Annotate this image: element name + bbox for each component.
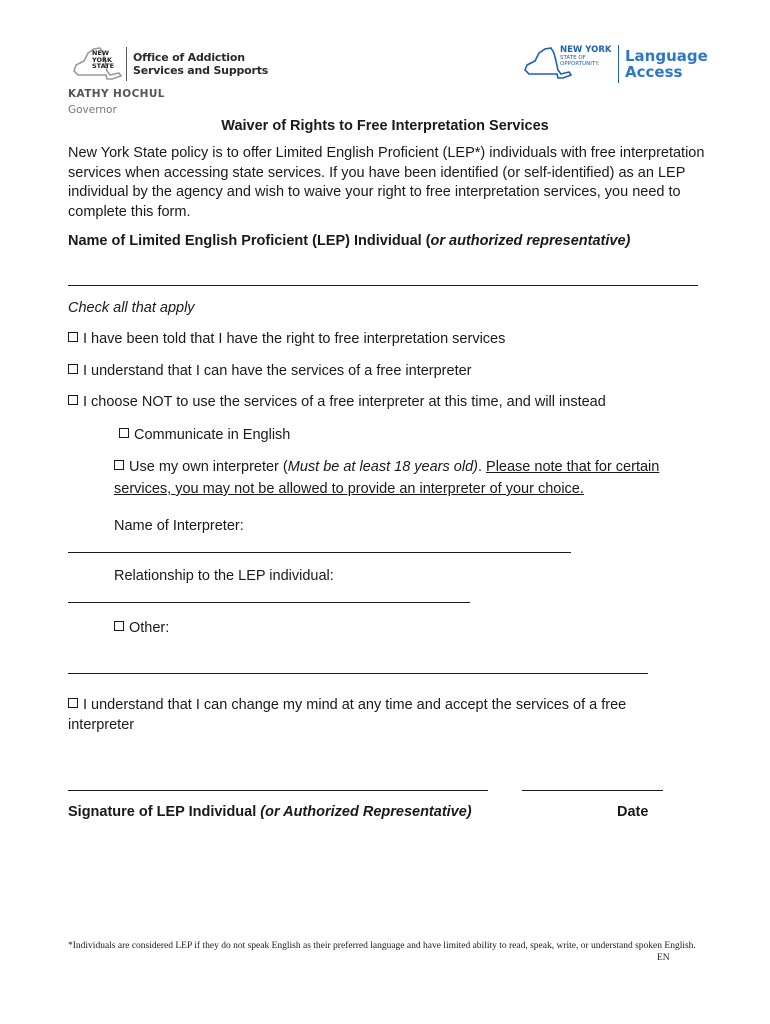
own-interpreter-label: Use my own interpreter ( xyxy=(129,459,288,475)
logo-divider xyxy=(126,47,127,81)
relationship-field[interactable] xyxy=(68,602,470,603)
option-understand-free-label: I understand that I can have the services of a free interpreter xyxy=(83,363,472,379)
option-choose-not-label: I choose NOT to use the services of a free interpreter at this time, and will instead xyxy=(83,394,606,410)
sub-option-other[interactable] xyxy=(114,619,169,638)
checkbox[interactable] xyxy=(114,460,124,470)
interpreter-name-label: Name of Interpreter: xyxy=(114,518,244,534)
option-understand-free[interactable] xyxy=(68,362,472,381)
signature-label-italic: (or Authorized Representative) xyxy=(260,804,472,820)
own-interpreter-note-line1: Please note that for certain xyxy=(486,459,660,475)
own-interpreter-note-line2: services, you may not be allowed to provide an interpreter of your choice. xyxy=(114,481,584,497)
checkbox[interactable] xyxy=(68,364,78,374)
interpreter-name-field[interactable] xyxy=(68,552,571,553)
checkbox[interactable] xyxy=(114,621,124,631)
lep-name-label-italic: or authorized representative) xyxy=(430,233,631,249)
checkbox[interactable] xyxy=(68,395,78,405)
intro-paragraph: New York State policy is to offer Limited English Proficient (LEP*) individuals with free interpretation services when accessing state services. If you have been identified (or self-identified) as an LEP individual by the agency and wish to waive your right to free interpretation services, you need to complete this form. xyxy=(68,145,705,220)
signature-field[interactable] xyxy=(68,790,488,791)
checkbox[interactable] xyxy=(68,332,78,342)
form-title: Waiver of Rights to Free Interpretation Services xyxy=(221,118,549,134)
lep-name-label xyxy=(68,232,630,251)
ny-opp-line3: OPPORTUNITY. xyxy=(560,61,600,67)
sub-option-english-label: Communicate in English xyxy=(134,427,291,443)
other-label: Other: xyxy=(129,620,170,636)
own-interpreter-period: . xyxy=(477,459,487,475)
relationship-label: Relationship to the LEP individual: xyxy=(114,568,334,584)
check-all-label: Check all that apply xyxy=(68,300,195,316)
language-code: EN xyxy=(657,953,670,963)
signature-label-text: Signature of LEP Individual xyxy=(68,804,261,820)
other-field[interactable] xyxy=(68,673,648,674)
state-logo-new: NEW xyxy=(92,49,110,57)
ny-opp-line2: STATE OF xyxy=(560,55,586,61)
option-change-mind[interactable] xyxy=(68,696,626,715)
language-access-logo xyxy=(522,40,708,88)
oasas-logo xyxy=(70,42,268,86)
sub-option-english[interactable] xyxy=(119,426,290,445)
language-access-text xyxy=(625,48,708,80)
agency-name-line1: Office of Addiction xyxy=(133,51,245,64)
own-interpreter-age: Must be at least 18 years old) xyxy=(287,459,478,475)
sub-option-own-interpreter[interactable] xyxy=(114,458,659,477)
agency-name-line2: Services and Supports xyxy=(133,64,269,77)
checkbox[interactable] xyxy=(119,428,129,438)
footnote: *Individuals are considered LEP if they do not speak English as their preferred language and have limited ability to read, speak, write, or understand spoken English. xyxy=(68,941,696,951)
date-field[interactable] xyxy=(522,790,663,791)
ny-state-of-opportunity xyxy=(560,46,611,67)
language-access-line1: Language xyxy=(625,47,708,65)
lep-name-field[interactable] xyxy=(68,285,698,286)
checkbox[interactable] xyxy=(68,698,78,708)
signature-label xyxy=(68,803,472,822)
option-choose-not[interactable] xyxy=(68,393,606,412)
option-told-right[interactable] xyxy=(68,330,505,349)
governor-title: Governor xyxy=(68,104,117,116)
option-change-mind-label-line2: interpreter xyxy=(68,717,135,733)
date-label: Date xyxy=(617,804,649,820)
language-access-line2: Access xyxy=(625,63,683,81)
option-change-mind-label: I understand that I can change my mind at any time and accept the services of a free xyxy=(83,697,627,713)
state-logo-york: YORK xyxy=(92,55,113,64)
option-told-right-label: I have been told that I have the right to free interpretation services xyxy=(83,331,506,347)
logo-divider xyxy=(618,45,619,83)
ny-opp-line1: NEW YORK xyxy=(560,45,612,55)
lep-name-label-text: Name of Limited English Proficient (LEP) Individual ( xyxy=(68,233,431,249)
governor-name: KATHY HOCHUL xyxy=(68,88,165,100)
agency-name xyxy=(133,51,268,77)
state-logo-state: STATE xyxy=(92,62,115,70)
